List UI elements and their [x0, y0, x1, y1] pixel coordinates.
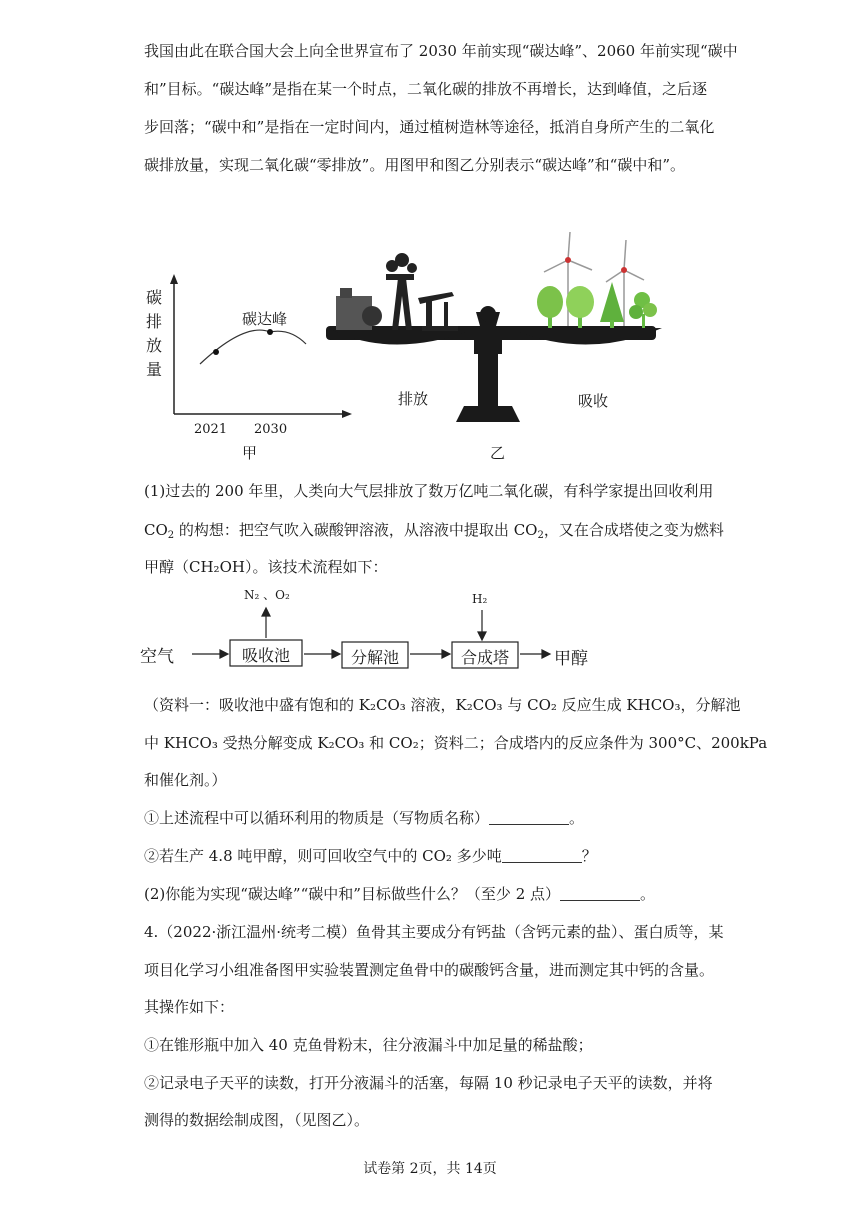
- materials-line-2: 中 KHCO₃ 受热分解变成 K₂CO₃ 和 CO₂；资料二；合成塔内的反应条件为 300°C、200kPa: [144, 734, 768, 752]
- point-2021: [213, 349, 219, 355]
- flow-box1-label: 吸收池: [241, 646, 290, 665]
- factory-icon: [336, 288, 382, 330]
- y-label-char: 放: [146, 336, 163, 355]
- oil-pump-icon: [418, 292, 458, 331]
- figure-jia-yi: [140, 230, 700, 468]
- q1-line-1: (1)过去的 200 年里，人类向大气层排放了数万亿吨二氧化碳，有科学家提出回收利用: [144, 482, 714, 500]
- sub-question-1: [144, 808, 584, 828]
- q4-line-2: 项目化学习小组准备图甲实验装置测定鱼骨中的碳酸钙含量，进而测定其中钙的含量。: [144, 961, 715, 979]
- flow-input-air: 空气: [140, 647, 174, 667]
- q1-line2-mid: 的构想：把空气吹入碳酸钾溶液，从溶液中提取出 CO: [174, 521, 538, 539]
- intro-line-4: 碳排放量，实现二氧化碳“零排放”。用图甲和图乙分别表示“碳达峰”和“碳中和”。: [144, 156, 686, 174]
- q1-sub: 2: [167, 530, 175, 541]
- intro-line-2: 和”目标。“碳达峰”是指在某一个时点，二氧化碳的排放不再增长，达到峰值，之后逐: [144, 80, 708, 98]
- intro-line-1: 我国由此在联合国大会上向全世界宣布了 2030 年前实现“碳达峰”、2060 年前实现“碳中: [144, 42, 738, 60]
- answer-blank-3[interactable]: [560, 886, 640, 901]
- q1-line2-end: ，又在合成塔使之变为燃料: [543, 521, 724, 539]
- q1-line-2: [144, 520, 724, 540]
- materials-line-1: （资料一：吸收池中盛有饱和的 K₂CO₃ 溶液，K₂CO₃ 与 CO₂ 反应生成 KHCO₃，分解池: [144, 696, 741, 714]
- sub-q2-text: ②若生产 4.8 吨甲醇，则可回收空气中的 CO₂ 多少吨: [144, 847, 502, 865]
- q1-co2-text: CO: [144, 521, 168, 539]
- y-label-char: 碳: [146, 288, 163, 307]
- q1-sub: 2: [537, 530, 544, 541]
- emission-curve: [200, 330, 306, 364]
- q4-line-4: ①在锥形瓶中加入 40 克鱼骨粉末，往分液漏斗中加足量的稀盐酸；: [144, 1036, 593, 1054]
- period: 。: [640, 885, 656, 903]
- balance-scale: [326, 232, 662, 422]
- answer-blank-1[interactable]: [489, 810, 569, 825]
- flow-out-gas: N₂ 、O₂: [244, 588, 290, 602]
- q4-line-6: 测得的数据绘制成图，（见图乙）。: [144, 1111, 370, 1129]
- point-2030: [267, 329, 273, 335]
- figure-yi-caption: 乙: [490, 444, 506, 462]
- question-2: [144, 884, 655, 904]
- absorption-label: 吸收: [578, 392, 609, 410]
- emission-label: 排放: [398, 390, 429, 408]
- sub-q1-text: ①上述流程中可以循环利用的物质是（写物质名称）: [144, 809, 490, 827]
- figure-jia-graph: [170, 274, 352, 418]
- figure-jia-caption: 甲: [242, 444, 258, 462]
- y-label-char: 排: [146, 312, 163, 331]
- question-mark: ？: [581, 847, 597, 865]
- process-flow-diagram: [140, 580, 600, 680]
- oil-derrick-icon: [386, 253, 417, 330]
- peak-label: 碳达峰: [242, 310, 288, 328]
- x-tick-2021: 2021: [194, 422, 228, 437]
- page-footer: 试卷第 2页，共 14页: [363, 1161, 497, 1177]
- q4-line-3: 其操作如下：: [144, 998, 235, 1016]
- q4-line-1: 4.（2022·浙江温州·统考二模）鱼骨其主要成分有钙盐（含钙元素的盐）、蛋白质等，某: [144, 923, 724, 941]
- tree-icon: [537, 282, 657, 328]
- materials-line-3: 和催化剂。）: [144, 771, 227, 789]
- intro-line-3: 步回落；“碳中和”是指在一定时间内，通过植树造林等途径，抵消自身所产生的二氧化: [144, 118, 715, 136]
- q2-text: (2)你能为实现“碳达峰”“碳中和”目标做些什么？（至少 2 点）: [144, 885, 561, 903]
- y-label-char: 量: [146, 360, 163, 379]
- answer-blank-2[interactable]: [502, 848, 582, 863]
- q1-line-3: 甲醇（CH₂OH）。该技术流程如下：: [144, 558, 388, 576]
- y-axis-label: [146, 286, 166, 382]
- q4-line-5: ②记录电子天平的读数，打开分液漏斗的活塞，每隔 10 秒记录电子天平的读数，并将: [144, 1074, 713, 1092]
- flow-box2-label: 分解池: [350, 648, 399, 667]
- x-tick-2030: 2030: [254, 422, 288, 437]
- flow-box3-label: 合成塔: [460, 648, 509, 667]
- sub-question-2: [144, 846, 597, 866]
- flow-in-gas: H₂: [472, 592, 488, 606]
- flow-output-methanol: 甲醇: [554, 649, 588, 669]
- period: 。: [569, 809, 585, 827]
